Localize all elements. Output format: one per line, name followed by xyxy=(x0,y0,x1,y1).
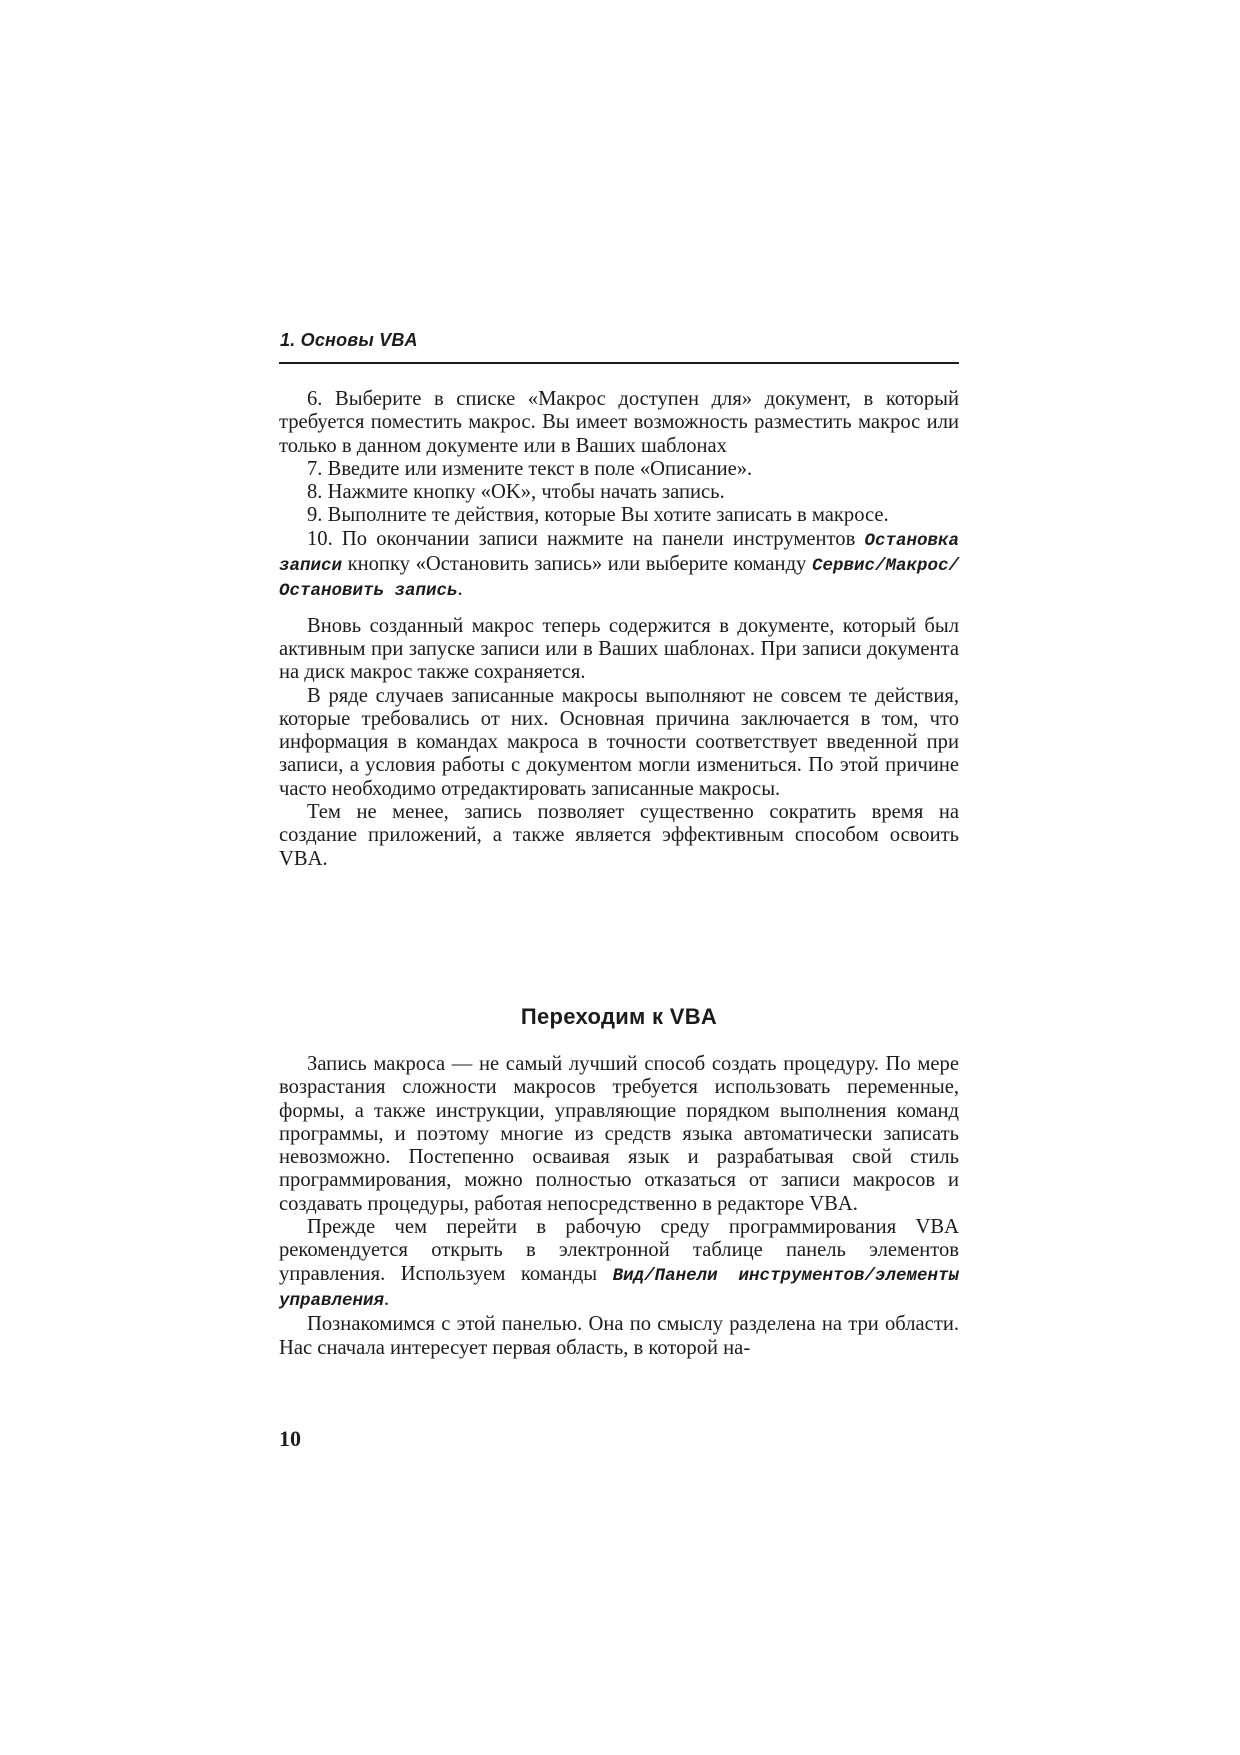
paragraph-edit-macros: В ряде случаев записанные макросы выполняют не совсем те действия, которые требовались от них. Основная причина заключается в том, что информация в командах макроса в точности соответствует введенной при записи, а условия работы с документом могли измениться. По этой причине часто необходимо отредактировать записанные макросы. xyxy=(279,684,959,800)
paragraph-save-time: Тем не менее, запись позволяет существенно сократить время на создание приложений, а также является эффективным способом освоить VBA. xyxy=(279,801,959,870)
section-paragraph-2-prefix: Прежде чем перейти в рабочую среду программирования VBA рекомендуется открыть в электронной таблице панель элементов управления. Используем команды xyxy=(279,1216,959,1285)
menu-command: Сервис/Макрос/Остановить запись xyxy=(279,556,959,602)
step-7: 7. Введите или измените текст в поле «Описание». xyxy=(307,457,753,480)
step-10 xyxy=(279,528,959,604)
header-rule xyxy=(279,362,959,364)
running-head: 1. Основы VBA xyxy=(280,330,418,350)
step-10-prefix: 10. По окончании записи нажмите на панели инструментов xyxy=(307,527,865,550)
step-10-middle: кнопку «Остановить запись» или выберите команду xyxy=(342,553,812,576)
step-10-suffix: . xyxy=(457,578,463,601)
section-paragraph-2 xyxy=(279,1216,959,1313)
toolbar-name: Остановка записи xyxy=(279,530,959,577)
steps-block xyxy=(279,388,959,871)
step-9: 9. Выполните те действия, которые Вы хотите записать в макросе. xyxy=(307,504,889,527)
section-paragraph-1: Запись макроса — не самый лучший способ создать процедуру. По мере возрастания сложности макросов требуется использовать переменные, формы, а также инструкции, управляющие порядком выполнения команд программы, и поэтому многие из средств языка автоматически записать невозможно. Постепенно осваивая язык и разрабатывая свой стиль программирования, можно полностью отказаться от записи макросов и создавать процедуры, работая непосредственно в редакторе VBA. xyxy=(279,1053,959,1215)
step-8: 8. Нажмите кнопку «OK», чтобы начать запись. xyxy=(307,481,725,504)
spacer xyxy=(279,604,959,615)
section-body xyxy=(279,1053,959,1360)
page-number: 10 xyxy=(279,1426,301,1451)
step-6: 6. Выберите в списке «Макрос доступен для» документ, в который требуется поместить макрос. Вы имеет возможность разместить макрос или только в данном документе или в Ваших шаблонах xyxy=(279,388,959,457)
section-paragraph-2-suffix: . xyxy=(384,1287,390,1310)
section-paragraph-3: Познакомимся с этой панелью. Она по смыслу разделена на три области. Нас сначала интересует первая область, в которой на- xyxy=(279,1313,959,1359)
section-heading: Переходим к VBA xyxy=(520,1004,718,1029)
menu-command-toolbars: Вид/Панели инструментов/элементы управления xyxy=(279,1265,959,1311)
paragraph-new-macro: Вновь созданный макрос теперь содержится в документе, который был активным при запуске записи или в Ваших шаблонах. При записи документа на диск макрос также сохраняется. xyxy=(279,614,959,684)
